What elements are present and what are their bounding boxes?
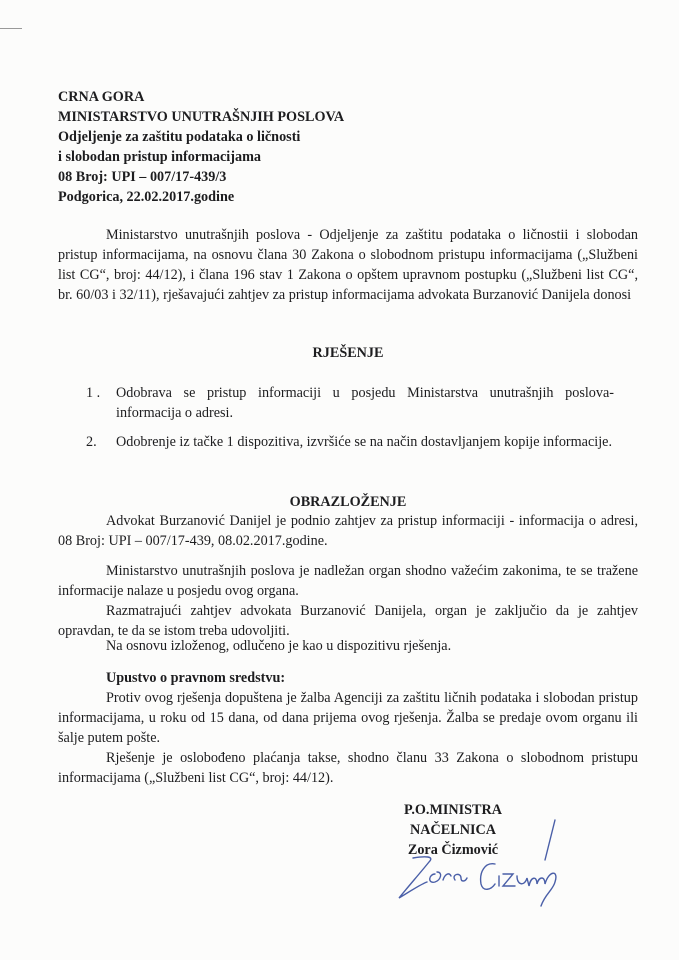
reference-number: 08 Broj: UPI – 007/17-439/3: [58, 169, 227, 185]
item-text: Odobrenje iz tačke 1 dispozitiva, izvršiće se na način dostavljanjem kopije informacije.: [116, 434, 612, 450]
intro-paragraph: Ministarstvo unutrašnjih poslova - Odjeljenje za zaštitu podataka o ličnostii i slobodan pristup informacijama, na osnovu člana 30 Zakona o slobodnom pristupu informacijama („Službeni list CG“, broj: 44/12), i člana 196 stav 1 Zakona o opštem upravnom postupku („Službeni list CG“, br. 60/03 i 32/11), rješavajući zahtjev za pristup informacijama advokata Burzanović Danijela donosi: [58, 227, 638, 303]
department: Odjeljenje za zaštitu podataka o ličnosti: [58, 129, 301, 145]
place-date: Podgorica, 22.02.2017.godine: [58, 189, 235, 205]
decision-title: RJEŠENJE: [312, 345, 384, 361]
legal-remedy-paragraph: Protiv ovog rješenja dopuštena je žalba Agenciji za zaštitu ličnih podataka i slobodan pristup informacijama, u roku od 15 dana, od dana prijema ovog rješenja. Žalba se predaje ovom organu ili šalje putem pošte.: [58, 690, 638, 746]
item-number: 2.: [86, 434, 97, 450]
item-text: Odobrava se pristup informaciji u posjedu Ministarstva unutrašnjih poslova-informacija o adresi.: [116, 385, 614, 421]
reasoning-title: OBRAZLOŽENJE: [289, 494, 407, 510]
decision-item: [58, 383, 638, 423]
document-header: [58, 87, 638, 207]
decision-item: [58, 432, 638, 452]
signatory-title: P.O.MINISTRA: [403, 802, 503, 818]
handwritten-signature: [395, 810, 585, 920]
country: CRNA GORA: [58, 89, 145, 105]
legal-remedy-paragraph: Rješenje je oslobođeno plaćanja takse, shodno članu 33 Zakona o slobodnom pristupu informacijama („Službeni list CG“, broj: 44/12).: [58, 750, 638, 786]
signatory-name: Zora Čizmović: [407, 842, 499, 858]
reasoning-paragraph: Razmatrajući zahtjev advokata Burzanović Danijela, organ je zaključio da je zahtjev opravdan, te da se istom treba udovoljiti.: [58, 603, 638, 639]
ministry: MINISTARSTVO UNUTRAŠNJIH POSLOVA: [58, 109, 345, 125]
reasoning-paragraph: Na osnovu izloženog, odlučeno je kao u dispozitivu rješenja.: [106, 638, 452, 654]
reasoning-paragraph: Advokat Burzanović Danijel je podnio zahtjev za pristup informaciji - informacija o adresi, 08 Broj: UPI – 007/17-439, 08.02.2017.godine.: [58, 513, 638, 549]
scan-mark: [0, 28, 22, 29]
item-number: 1 .: [86, 385, 101, 401]
legal-remedy-title: Upustvo o pravnom sredstvu:: [106, 670, 286, 686]
reasoning-paragraph: Ministarstvo unutrašnjih poslova je nadležan organ shodno važećim zakonima, te se tražene informacije nalaze u posjedu ovog organa.: [58, 563, 638, 599]
signatory-role: NAČELNICA: [410, 822, 496, 838]
department-cont: i slobodan pristup informacijama: [58, 149, 261, 165]
